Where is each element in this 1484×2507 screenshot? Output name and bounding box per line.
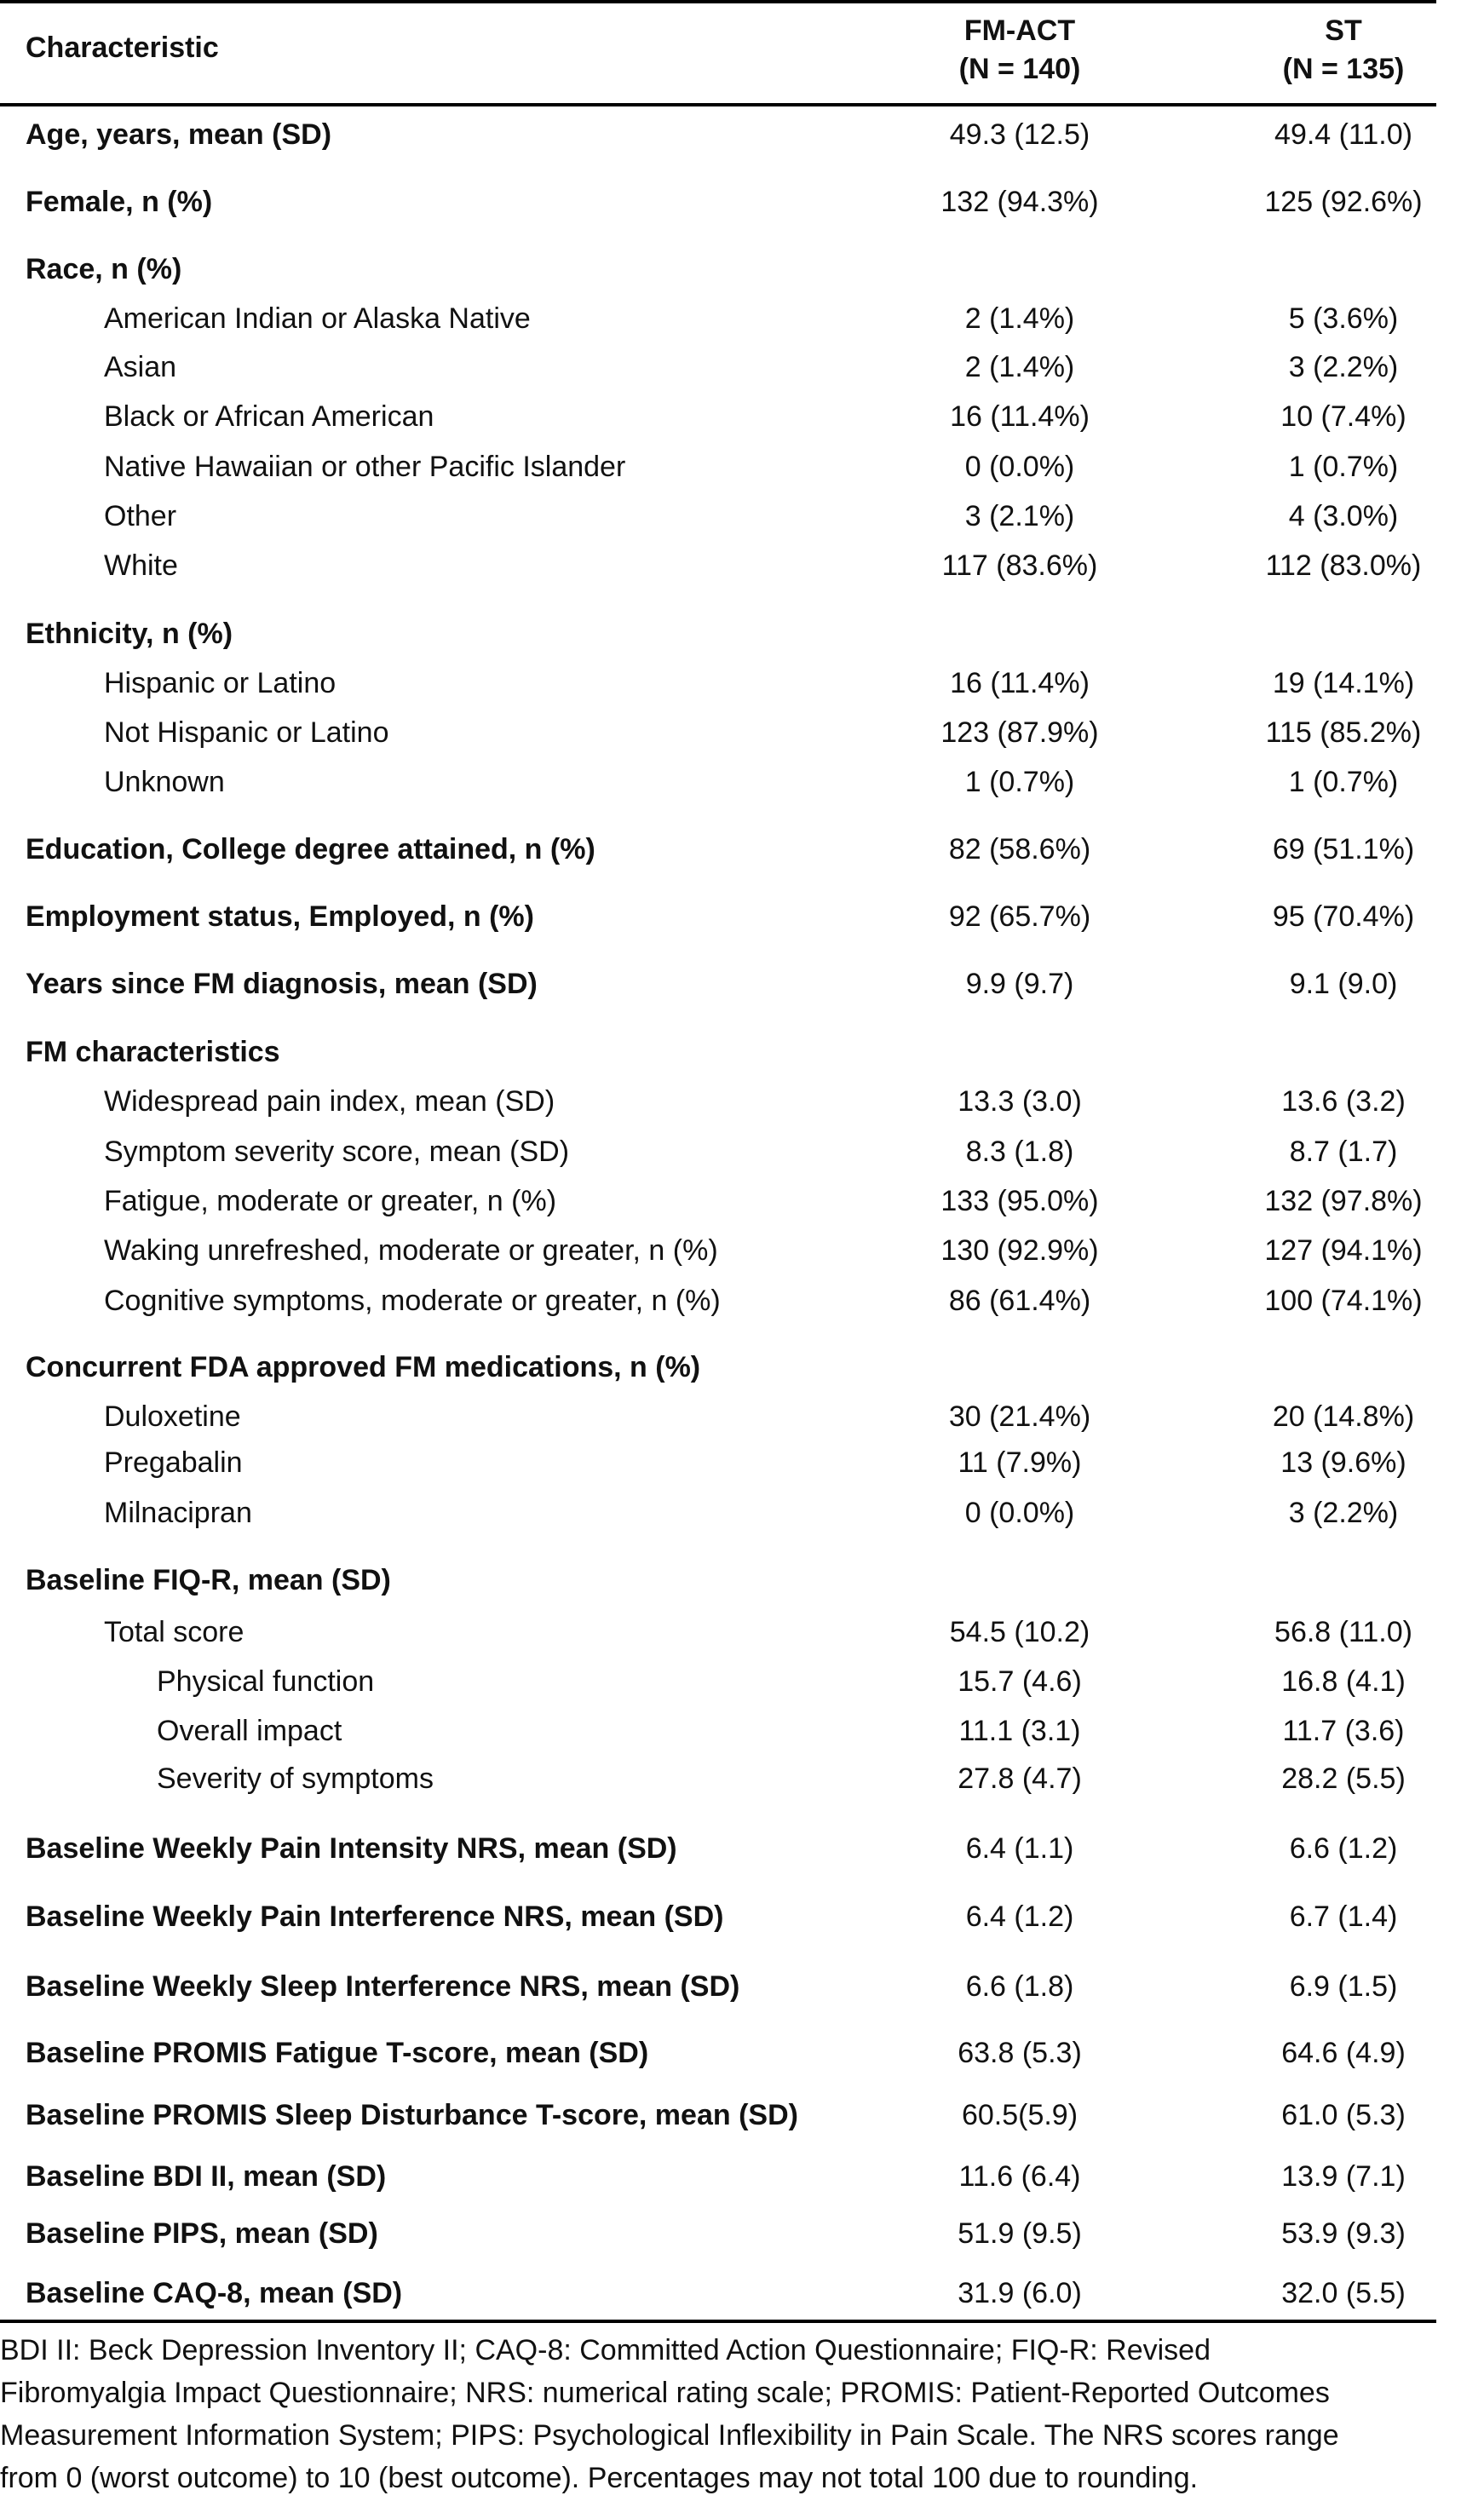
fm-act-value: 13.3 (3.0) — [958, 1085, 1082, 1118]
table-row — [0, 2215, 1436, 2252]
st-value: 28.2 (5.5) — [1281, 1762, 1406, 1795]
row-label: Baseline PIPS, mean (SD) — [26, 2217, 378, 2250]
table-row — [0, 2034, 1436, 2072]
footnote-line: BDI II: Beck Depression Inventory II; CAQ-8: Committed Action Questionnaire; FIQ-R: Revised — [0, 2334, 1211, 2366]
fm-act-value: 11.1 (3.1) — [958, 1715, 1081, 1747]
st-value: 16.8 (4.1) — [1281, 1665, 1406, 1698]
header-fm-act — [892, 12, 1148, 89]
row-label: Ethnicity, n (%) — [26, 618, 233, 650]
fm-act-value: 15.7 (4.6) — [958, 1665, 1082, 1698]
table-top-rule — [0, 0, 1436, 3]
row-label: Baseline CAQ-8, mean (SD) — [26, 2277, 403, 2309]
table-footnote — [0, 2329, 1484, 2499]
row-label: Concurrent FDA approved FM medications, n (%) — [26, 1351, 701, 1383]
table-row — [0, 2096, 1436, 2134]
st-value: 13.9 (7.1) — [1281, 2160, 1406, 2193]
row-label: Pregabalin — [104, 1446, 243, 1479]
fm-act-value: 11 (7.9%) — [958, 1446, 1082, 1479]
st-value: 4 (3.0%) — [1288, 500, 1399, 532]
fm-act-value: 92 (65.7%) — [948, 900, 1091, 933]
row-label: Employment status, Employed, n (%) — [26, 900, 534, 933]
st-value: 13 (9.6%) — [1280, 1446, 1406, 1479]
table-row — [0, 1348, 1436, 1386]
row-label: Physical function — [157, 1665, 375, 1698]
row-label: Race, n (%) — [26, 253, 182, 285]
table-row — [0, 1613, 1436, 1651]
fm-act-value: 3 (2.1%) — [964, 500, 1075, 532]
row-label: Black or African American — [104, 400, 434, 433]
row-label: Not Hispanic or Latino — [104, 716, 389, 749]
fm-act-value: 31.9 (6.0) — [958, 2277, 1082, 2309]
row-label: White — [104, 549, 178, 582]
st-value: 61.0 (5.3) — [1281, 2099, 1406, 2131]
table-row — [0, 448, 1436, 486]
row-label: Cognitive symptoms, moderate or greater, n (%) — [104, 1285, 721, 1317]
table-row — [0, 965, 1436, 1003]
fm-act-value: 8.3 (1.8) — [965, 1136, 1074, 1168]
fm-act-value: 6.6 (1.8) — [965, 1970, 1074, 2003]
header-characteristic: Characteristic — [26, 32, 219, 64]
st-value: 10 (7.4%) — [1280, 400, 1406, 433]
st-value: 112 (83.0%) — [1265, 549, 1422, 582]
fm-act-value: 49.3 (12.5) — [949, 118, 1090, 151]
fm-act-value: 30 (21.4%) — [948, 1400, 1091, 1433]
row-label: Unknown — [104, 766, 225, 798]
fm-act-value: 51.9 (9.5) — [958, 2217, 1082, 2250]
row-label: Overall impact — [157, 1715, 342, 1747]
table-row — [0, 1444, 1436, 1481]
fm-act-value: 16 (11.4%) — [950, 400, 1090, 433]
row-label: Baseline Weekly Pain Interference NRS, mean (SD) — [26, 1900, 724, 1933]
table-row — [0, 1182, 1436, 1220]
row-label: Baseline Weekly Pain Intensity NRS, mean (SD) — [26, 1832, 677, 1865]
fm-act-value: 1 (0.7%) — [964, 766, 1075, 798]
st-value: 6.9 (1.5) — [1289, 1970, 1398, 2003]
row-label: Symptom severity score, mean (SD) — [104, 1136, 570, 1168]
table-row — [0, 183, 1436, 221]
row-label: Age, years, mean (SD) — [26, 118, 332, 151]
fm-act-value: 16 (11.4%) — [950, 667, 1090, 699]
row-label: Milnacipran — [104, 1497, 252, 1529]
st-value: 115 (85.2%) — [1265, 716, 1422, 749]
st-value: 69 (51.1%) — [1272, 833, 1415, 865]
st-value: 8.7 (1.7) — [1289, 1136, 1398, 1168]
row-label: Severity of symptoms — [157, 1762, 434, 1795]
st-value: 6.7 (1.4) — [1289, 1900, 1398, 1933]
fm-act-value: 86 (61.4%) — [948, 1285, 1091, 1317]
row-label: Years since FM diagnosis, mean (SD) — [26, 968, 538, 1000]
table-row — [0, 714, 1436, 751]
st-value: 5 (3.6%) — [1288, 302, 1399, 335]
st-value: 132 (97.8%) — [1264, 1185, 1423, 1217]
st-value: 6.6 (1.2) — [1289, 1832, 1398, 1865]
fm-act-value: 27.8 (4.7) — [958, 1762, 1082, 1795]
fm-act-value: 0 (0.0%) — [964, 1497, 1075, 1529]
row-label: Fatigue, moderate or greater, n (%) — [104, 1185, 557, 1217]
st-value: 13.6 (3.2) — [1281, 1085, 1406, 1118]
table-row — [0, 1830, 1436, 1867]
table-row — [0, 1398, 1436, 1435]
table-row — [0, 831, 1436, 868]
table-row — [0, 763, 1436, 801]
table-row — [0, 2274, 1436, 2312]
st-value: 49.4 (11.0) — [1274, 118, 1412, 151]
footnote-line: from 0 (worst outcome) to 10 (best outcome). Percentages may not total 100 due to rounding. — [0, 2462, 1199, 2494]
row-label: Widespread pain index, mean (SD) — [104, 1085, 555, 1118]
table-row — [0, 2158, 1436, 2195]
footnote-line: Measurement Information System; PIPS: Psychological Inflexibility in Pain Scale. The NRS scores range — [0, 2419, 1339, 2452]
st-value: 53.9 (9.3) — [1281, 2217, 1406, 2250]
row-label: American Indian or Alaska Native — [104, 302, 531, 335]
st-value: 100 (74.1%) — [1264, 1285, 1423, 1317]
table-row — [0, 547, 1436, 584]
header-st-n: (N = 135) — [1282, 53, 1405, 85]
st-value: 56.8 (11.0) — [1274, 1616, 1412, 1648]
table-row — [0, 398, 1436, 435]
table-row — [0, 1968, 1436, 2005]
fm-act-value: 82 (58.6%) — [948, 833, 1091, 865]
row-label: Total score — [104, 1616, 244, 1648]
table-row — [0, 1083, 1436, 1120]
row-label: Duloxetine — [104, 1400, 241, 1433]
header-fm-act-name: FM-ACT — [963, 14, 1076, 47]
row-label: FM characteristics — [26, 1036, 280, 1068]
table-row — [0, 1232, 1436, 1269]
table-row — [0, 497, 1436, 535]
footnote-line: Fibromyalgia Impact Questionnaire; NRS: numerical rating scale; PROMIS: Patient-Reported Outcomes — [0, 2377, 1330, 2409]
row-label: Hispanic or Latino — [104, 667, 336, 699]
row-label: Baseline BDI II, mean (SD) — [26, 2160, 387, 2193]
fm-act-value: 117 (83.6%) — [941, 549, 1098, 582]
row-label: Baseline Weekly Sleep Interference NRS, mean (SD) — [26, 1970, 740, 2003]
st-value: 3 (2.2%) — [1288, 1497, 1399, 1529]
row-label: Native Hawaiian or other Pacific Islander — [104, 451, 626, 483]
table-row — [0, 1898, 1436, 1935]
table-row — [0, 1033, 1436, 1071]
table-row — [0, 1663, 1436, 1700]
table-row — [0, 250, 1436, 288]
st-value: 19 (14.1%) — [1272, 667, 1415, 699]
fm-act-value: 6.4 (1.2) — [965, 1900, 1074, 1933]
table-row — [0, 116, 1436, 153]
row-label: Education, College degree attained, n (%) — [26, 833, 595, 865]
st-value: 1 (0.7%) — [1288, 451, 1399, 483]
fm-act-value: 2 (1.4%) — [964, 351, 1075, 383]
table-bottom-rule — [0, 2320, 1436, 2323]
row-label: Waking unrefreshed, moderate or greater, n (%) — [104, 1234, 718, 1267]
header-fm-act-n: (N = 140) — [958, 53, 1081, 85]
header-st — [1216, 12, 1471, 89]
fm-act-value: 54.5 (10.2) — [949, 1616, 1090, 1648]
st-value: 11.7 (3.6) — [1282, 1715, 1405, 1747]
row-label: Female, n (%) — [26, 186, 213, 218]
header-st-name: ST — [1325, 14, 1362, 47]
st-value: 9.1 (9.0) — [1289, 968, 1398, 1000]
table-row — [0, 615, 1436, 653]
st-value: 64.6 (4.9) — [1281, 2037, 1406, 2069]
fm-act-value: 60.5(5.9) — [961, 2099, 1078, 2131]
fm-act-value: 63.8 (5.3) — [958, 2037, 1082, 2069]
st-value: 20 (14.8%) — [1272, 1400, 1415, 1433]
table-row — [0, 898, 1436, 935]
st-value: 3 (2.2%) — [1288, 351, 1399, 383]
fm-act-value: 132 (94.3%) — [940, 186, 1099, 218]
row-label: Baseline PROMIS Fatigue T-score, mean (SD) — [26, 2037, 649, 2069]
header-rule — [0, 103, 1436, 106]
fm-act-value: 6.4 (1.1) — [965, 1832, 1074, 1865]
fm-act-value: 130 (92.9%) — [940, 1234, 1099, 1267]
fm-act-value: 133 (95.0%) — [940, 1185, 1099, 1217]
table-row — [0, 1561, 1436, 1599]
st-value: 127 (94.1%) — [1264, 1234, 1423, 1267]
fm-act-value: 2 (1.4%) — [964, 302, 1075, 335]
table-row — [0, 1282, 1436, 1320]
fm-act-value: 0 (0.0%) — [964, 451, 1075, 483]
row-label: Other — [104, 500, 177, 532]
st-value: 32.0 (5.5) — [1281, 2277, 1406, 2309]
table-row — [0, 348, 1436, 386]
st-value: 125 (92.6%) — [1264, 186, 1423, 218]
fm-act-value: 123 (87.9%) — [940, 716, 1099, 749]
fm-act-value: 11.6 (6.4) — [958, 2160, 1081, 2193]
table-row — [0, 300, 1436, 337]
row-label: Baseline FIQ-R, mean (SD) — [26, 1564, 391, 1596]
table-row — [0, 1494, 1436, 1532]
st-value: 95 (70.4%) — [1272, 900, 1415, 933]
table-row — [0, 1133, 1436, 1170]
row-label: Asian — [104, 351, 177, 383]
st-value: 1 (0.7%) — [1288, 766, 1399, 798]
table-row — [0, 1712, 1436, 1750]
fm-act-value: 9.9 (9.7) — [965, 968, 1074, 1000]
table-row — [0, 1760, 1436, 1797]
table-row — [0, 664, 1436, 702]
row-label: Baseline PROMIS Sleep Disturbance T-score, mean (SD) — [26, 2099, 798, 2131]
